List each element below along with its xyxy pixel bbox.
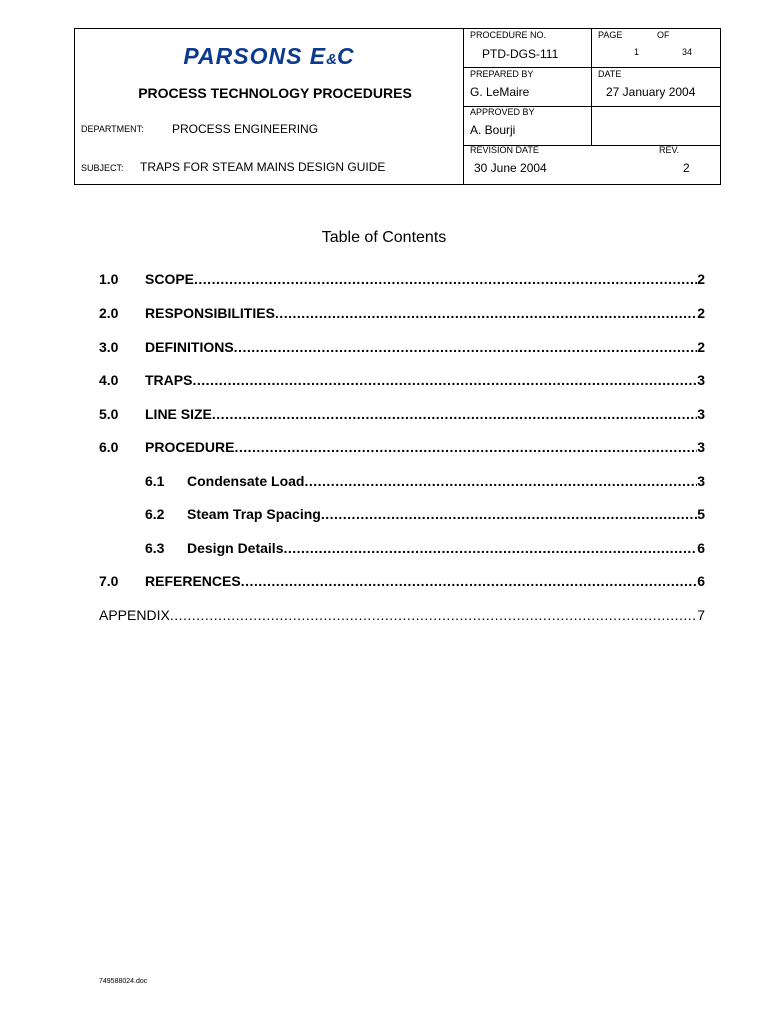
toc-entry-number: 4.0: [99, 372, 119, 388]
procedure-no-label: PROCEDURE NO.: [470, 30, 547, 40]
toc-entry[interactable]: [99, 571, 705, 589]
toc-entry-number: 1.0: [99, 271, 119, 287]
toc-entry-page: 7: [697, 607, 705, 623]
toc-leader-dots: [304, 473, 697, 489]
rev-value: 2: [683, 161, 690, 175]
page-label: PAGE: [598, 30, 623, 40]
toc-entry-number: 6.3: [145, 540, 165, 556]
toc-entry-page: 3: [697, 473, 705, 489]
toc-entry-number: 7.0: [99, 573, 119, 589]
toc-entry-page: 3: [697, 439, 705, 455]
toc-leader-dots: [241, 573, 698, 589]
toc-entry-number: 6.1: [145, 473, 165, 489]
department-value: PROCESS ENGINEERING: [172, 122, 319, 136]
toc-subentry[interactable]: [145, 471, 705, 489]
toc-leader-dots: [212, 406, 697, 422]
revision-date-value: 30 June 2004: [474, 161, 547, 175]
toc-entry[interactable]: [99, 437, 705, 455]
document-category-title: PROCESS TECHNOLOGY PROCEDURES: [138, 85, 412, 101]
toc-entry-label: SCOPE: [145, 271, 195, 287]
toc-entry-number: 6.2: [145, 506, 165, 522]
toc-entry-label: Design Details: [187, 540, 284, 556]
toc-entry[interactable]: [99, 370, 705, 388]
toc-entry-number: 3.0: [99, 339, 119, 355]
toc-entry-page: 6: [697, 540, 705, 556]
footer-filename: 749588024.doc: [99, 978, 148, 985]
date-value: 27 January 2004: [606, 85, 696, 99]
toc-entry-page: 5: [697, 506, 705, 522]
procedure-no-value: PTD-DGS-111: [482, 47, 559, 61]
toc-entry-number: 2.0: [99, 305, 119, 321]
toc-entry-page: 3: [697, 372, 705, 388]
prepared-by-value: G. LeMaire: [470, 85, 530, 99]
rev-label: REV.: [659, 145, 680, 155]
toc-entry-page: 2: [697, 339, 705, 355]
toc-entry-label: DEFINITIONS: [145, 339, 234, 355]
toc-entry-page: 2: [697, 271, 705, 287]
toc-entry-label: APPENDIX: [99, 607, 170, 623]
toc-leader-dots: [283, 540, 697, 556]
toc-leader-dots: [194, 271, 697, 287]
toc-entry-number: 6.0: [99, 439, 119, 455]
of-label: OF: [657, 30, 670, 40]
toc-entry-label: LINE SIZE: [145, 406, 212, 422]
toc-entry-number: 5.0: [99, 406, 119, 422]
department-label: DEPARTMENT:: [81, 124, 144, 134]
subject-value: TRAPS FOR STEAM MAINS DESIGN GUIDE: [140, 160, 386, 174]
toc-entry-page: 2: [697, 305, 705, 321]
document-header: [74, 28, 721, 185]
toc-entry[interactable]: [99, 269, 705, 287]
subject-label: SUBJECT:: [81, 163, 124, 173]
divider: [463, 67, 720, 68]
approved-by-label: APPROVED BY: [470, 107, 535, 117]
toc-subentry[interactable]: [145, 538, 705, 556]
toc-entry-label: Condensate Load: [187, 473, 305, 489]
prepared-by-label: PREPARED BY: [470, 69, 534, 79]
toc-entry[interactable]: [99, 605, 705, 623]
approved-by-value: A. Bourji: [470, 123, 516, 137]
divider: [591, 29, 592, 145]
toc-entry-label: TRAPS: [145, 372, 193, 388]
toc-entry[interactable]: [99, 303, 705, 321]
toc-entry-label: PROCEDURE: [145, 439, 235, 455]
toc-leader-dots: [234, 439, 697, 455]
date-label: DATE: [598, 69, 622, 79]
toc-entry-label: RESPONSIBILITIES: [145, 305, 275, 321]
page-number: 1: [634, 47, 640, 57]
company-logo: PARSONS E&C: [183, 43, 355, 69]
page-total: 34: [682, 47, 693, 57]
revision-date-label: REVISION DATE: [470, 145, 539, 155]
toc-leader-dots: [234, 339, 698, 355]
toc-entry-label: REFERENCES: [145, 573, 241, 589]
toc-entry-page: 3: [697, 406, 705, 422]
toc-title: Table of Contents: [321, 229, 447, 246]
toc-leader-dots: [192, 372, 697, 388]
toc-subentry[interactable]: [145, 504, 705, 522]
toc-entry[interactable]: [99, 404, 705, 422]
toc-leader-dots: [321, 506, 697, 522]
toc-leader-dots: [170, 607, 697, 623]
toc-leader-dots: [275, 305, 697, 321]
toc-entry[interactable]: [99, 337, 705, 355]
toc-entry-label: Steam Trap Spacing: [187, 506, 321, 522]
toc-entry-page: 6: [697, 573, 705, 589]
